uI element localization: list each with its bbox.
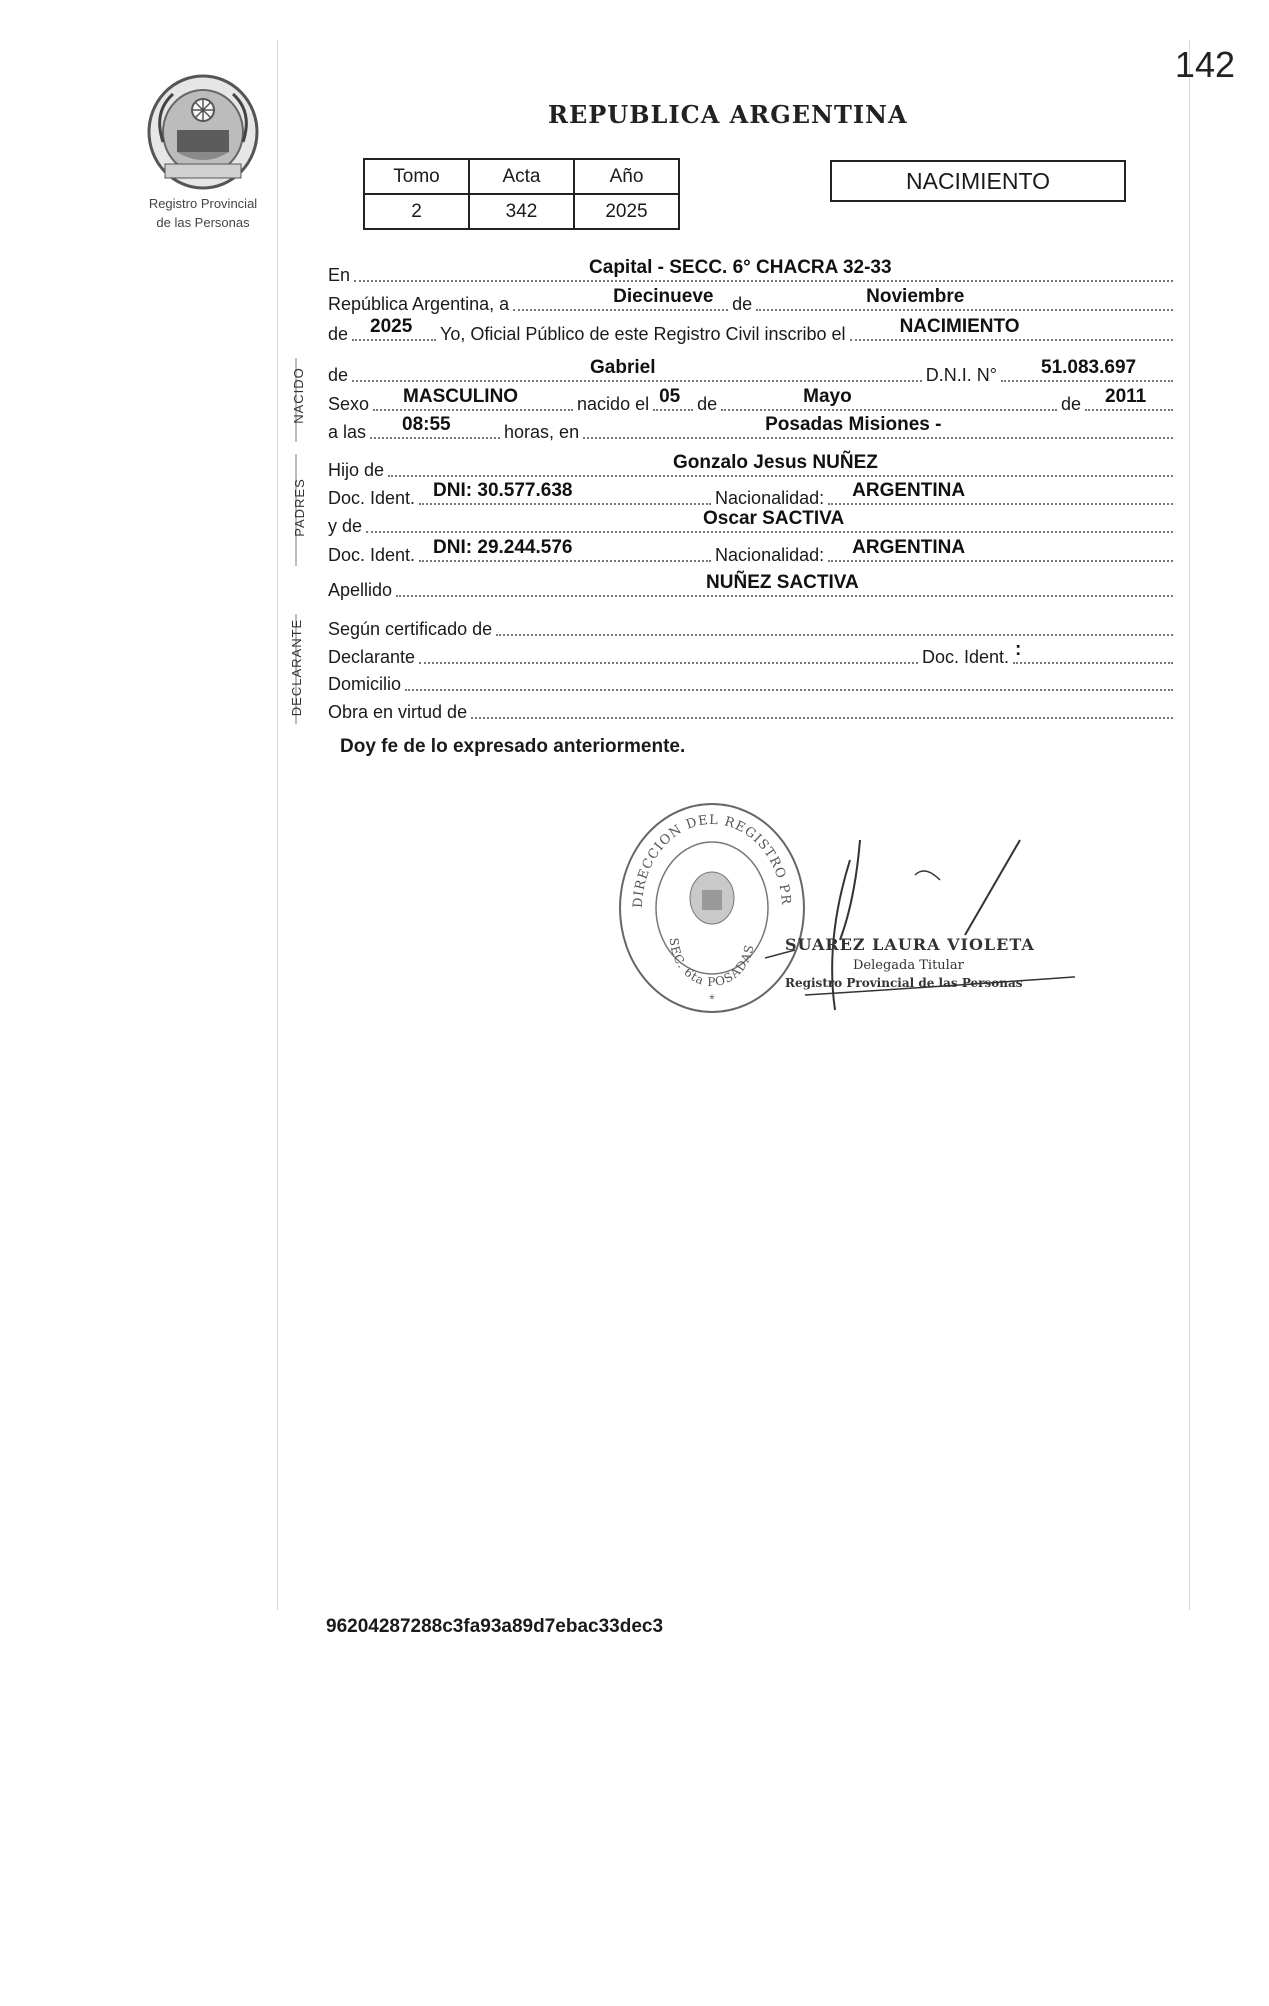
birth-de-label: de bbox=[697, 394, 718, 414]
mother-doc-value: DNI: 29.244.576 bbox=[433, 537, 573, 558]
tomo-header: Tomo bbox=[364, 159, 469, 194]
declarante-label: DECLARANTE bbox=[289, 618, 305, 717]
name-row bbox=[328, 357, 1173, 386]
birth-time-value: 08:55 bbox=[402, 414, 451, 435]
father-name-row bbox=[328, 452, 1173, 481]
padres-label: PADRES bbox=[291, 478, 307, 537]
declarante-row bbox=[328, 639, 1173, 668]
hijo-de-label: Hijo de bbox=[328, 460, 385, 480]
nacido-de-label: de bbox=[328, 365, 349, 385]
logo-caption-line1: Registro Provincial bbox=[148, 196, 258, 211]
declarante-doc-value: : bbox=[1015, 639, 1022, 660]
apellido-row bbox=[328, 572, 1173, 601]
y-de-label: y de bbox=[328, 516, 363, 536]
signer-name: SUAREZ LAURA VIOLETA bbox=[785, 935, 1035, 954]
child-name-value: Gabriel bbox=[590, 357, 656, 378]
svg-text:*: * bbox=[709, 991, 715, 1007]
month-value: Noviembre bbox=[866, 286, 965, 307]
obra-row bbox=[328, 699, 1173, 723]
domicilio-label: Domicilio bbox=[328, 674, 402, 694]
birth-de-label-2: de bbox=[1060, 394, 1081, 414]
svg-text:SEC. 6ta POSADAS bbox=[667, 937, 757, 989]
father-nationality-label: Nacionalidad: bbox=[715, 488, 825, 508]
mother-name-value: Oscar SACTIVA bbox=[703, 508, 845, 529]
page-number: 142 bbox=[1174, 44, 1235, 85]
birth-month-value: Mayo bbox=[803, 386, 852, 407]
tomo-value: 2 bbox=[364, 194, 469, 229]
father-doc-label: Doc. Ident. bbox=[328, 488, 416, 508]
stamp-outer-text: DIRECCION DEL REGISTRO PR bbox=[630, 812, 794, 909]
mother-nationality-label: Nacionalidad: bbox=[715, 545, 825, 565]
closing-statement: Doy fe de lo expresado anteriormente. bbox=[340, 736, 686, 757]
handwritten-signature-icon bbox=[765, 820, 1075, 1020]
mother-nationality-value: ARGENTINA bbox=[852, 537, 966, 558]
segun-row bbox=[328, 616, 1173, 640]
birth-day-value: 05 bbox=[659, 386, 681, 407]
year-row bbox=[328, 316, 1173, 345]
dni-value: 51.083.697 bbox=[1041, 357, 1137, 378]
acta-value: 342 bbox=[469, 194, 574, 229]
de-label: de bbox=[732, 294, 753, 314]
apellido-value: NUÑEZ SACTIVA bbox=[706, 572, 859, 593]
place-value: Capital - SECC. 6° CHACRA 32-33 bbox=[589, 257, 892, 278]
domicilio-row bbox=[328, 671, 1173, 695]
father-name-value: Gonzalo Jesus NUÑEZ bbox=[673, 452, 878, 473]
de2-label: de bbox=[328, 324, 349, 344]
mother-doc-row bbox=[328, 537, 1173, 566]
date-row bbox=[328, 286, 1173, 315]
mother-doc-label: Doc. Ident. bbox=[328, 545, 416, 565]
mother-name-row bbox=[328, 508, 1173, 537]
province-seal-icon bbox=[143, 72, 263, 192]
record-type-box: NACIMIENTO bbox=[830, 160, 1126, 202]
place-row bbox=[328, 257, 1173, 286]
father-nationality-value: ARGENTINA bbox=[852, 480, 966, 501]
segun-label: Según certificado de bbox=[328, 619, 493, 639]
document-title: REPUBLICA ARGENTINA bbox=[548, 100, 908, 129]
obra-label: Obra en virtud de bbox=[328, 702, 468, 722]
act-value: NACIMIENTO bbox=[899, 316, 1020, 337]
anio-header: Año bbox=[574, 159, 679, 194]
verification-hash: 96204287288c3fa93a89d7ebac33dec3 bbox=[326, 1616, 664, 1637]
republica-label: República Argentina, a bbox=[328, 294, 510, 314]
father-doc-value: DNI: 30.577.638 bbox=[433, 480, 573, 501]
declarante-doc-label: Doc. Ident. bbox=[921, 647, 1009, 667]
nacido-el-label: nacido el bbox=[577, 394, 650, 414]
en-label: En bbox=[328, 265, 351, 285]
stamp-inner-text: SEC. 6ta POSADAS bbox=[666, 937, 757, 990]
father-doc-row bbox=[328, 480, 1173, 509]
anio-value: 2025 bbox=[574, 194, 679, 229]
nacido-label: NACIDO bbox=[290, 367, 306, 424]
birth-place-value: Posadas Misiones - bbox=[765, 414, 942, 435]
sexo-value: MASCULINO bbox=[403, 386, 519, 407]
dni-label: D.N.I. N° bbox=[925, 365, 997, 385]
acta-header: Acta bbox=[469, 159, 574, 194]
right-margin-rule bbox=[1189, 40, 1190, 1610]
sexo-label: Sexo bbox=[328, 394, 370, 414]
year-value: 2025 bbox=[370, 316, 413, 337]
birth-year-value: 2011 bbox=[1105, 386, 1147, 407]
record-reference-table bbox=[363, 158, 680, 230]
day-value: Diecinueve bbox=[613, 286, 714, 307]
left-margin-rule bbox=[277, 40, 278, 1610]
time-place-row bbox=[328, 414, 1173, 443]
horas-en-label: horas, en bbox=[504, 422, 580, 442]
registry-logo bbox=[118, 72, 288, 230]
sex-birth-row bbox=[328, 386, 1173, 415]
apellido-label: Apellido bbox=[328, 580, 393, 600]
signer-office: Registro Provincial de las Personas bbox=[785, 976, 1023, 990]
declarante-field-label: Declarante bbox=[328, 647, 416, 667]
a-las-label: a las bbox=[328, 422, 367, 442]
oficial-text: Yo, Oficial Público de este Registro Civil inscribo el bbox=[440, 324, 846, 344]
signer-role: Delegada Titular bbox=[853, 958, 964, 973]
logo-caption-line2: de las Personas bbox=[156, 215, 250, 230]
